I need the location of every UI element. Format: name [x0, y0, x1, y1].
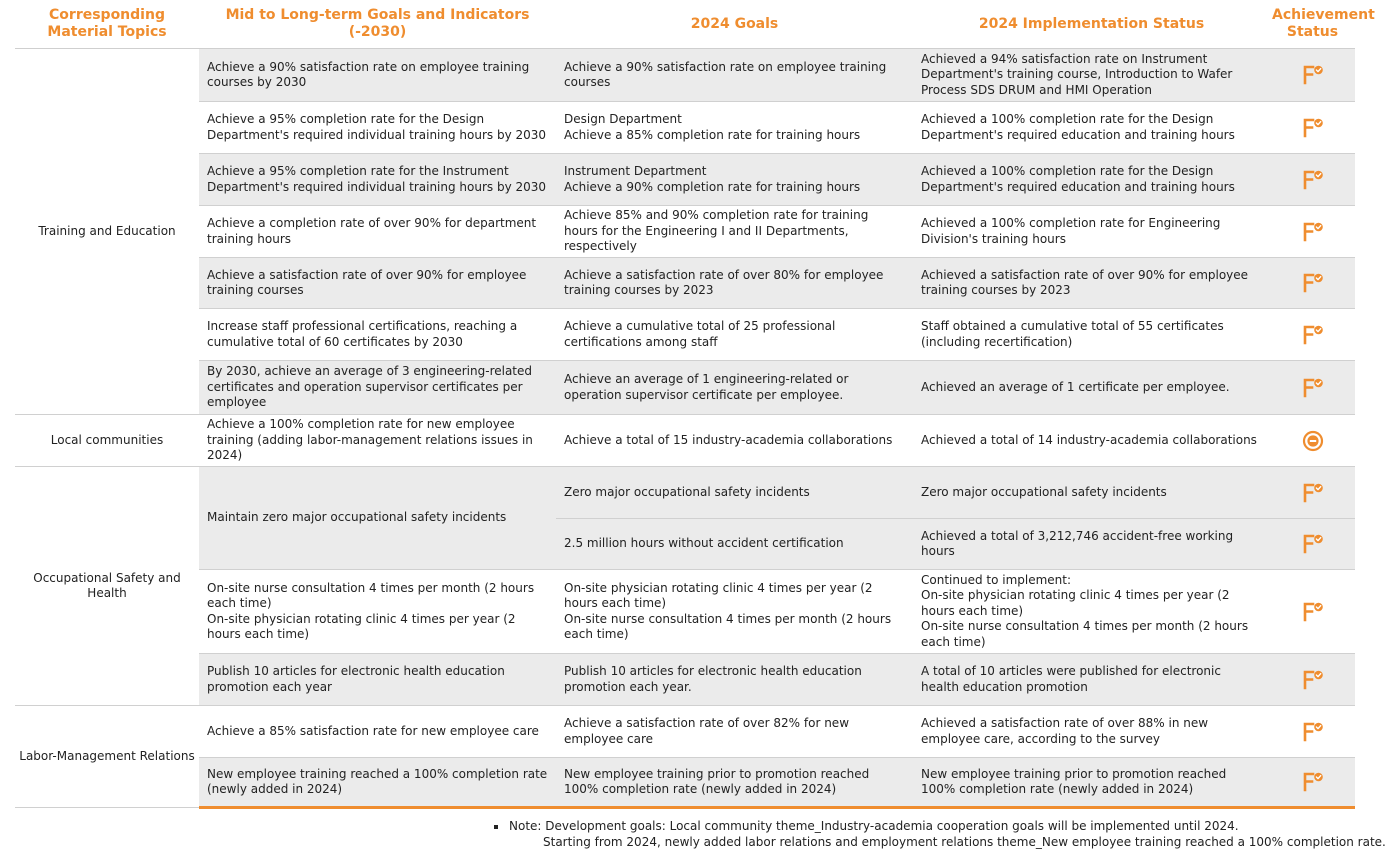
status-cell: Achieved a 94% satisfaction rate on Instrument Department's training course, Introduction to Wafer Process SDS DRUM and HMI Operation [913, 49, 1270, 102]
flag-check-icon [1302, 276, 1324, 290]
flag-check-icon [1302, 775, 1324, 789]
table-row [15, 206, 1355, 258]
topic-cell: Local communities [15, 415, 199, 467]
achievement-cell [1270, 361, 1355, 415]
status-cell: Achieved an average of 1 certificate per employee. [913, 361, 1270, 415]
table-row [15, 570, 1355, 654]
status-cell: Achieved a total of 3,212,746 accident-free working hours [913, 519, 1270, 570]
topic-cell: Labor-Management Relations [15, 706, 199, 808]
flag-check-icon [1302, 172, 1324, 186]
status-cell: Achieved a satisfaction rate of over 90% for employee training courses by 2023 [913, 258, 1270, 309]
status-cell: Achieved a satisfaction rate of over 88% in new employee care, according to the survey [913, 706, 1270, 758]
long-term-cell: Achieve a satisfaction rate of over 90% for employee training courses [199, 258, 556, 309]
topic-cell: Training and Education [15, 49, 199, 415]
table-row [15, 102, 1355, 154]
long-term-cell: Achieve a completion rate of over 90% for department training hours [199, 206, 556, 258]
status-cell: New employee training prior to promotion reached 100% completion rate (newly added in 2024) [913, 758, 1270, 808]
goal-cell: Achieve a total of 15 industry-academia collaborations [556, 415, 913, 467]
achievement-cell [1270, 102, 1355, 154]
goal-cell: Achieve a satisfaction rate of over 82% for new employee care [556, 706, 913, 758]
long-term-cell: Achieve a 95% completion rate for the Design Department's required individual training hours by 2030 [199, 102, 556, 154]
goal-cell: New employee training prior to promotion reached 100% completion rate (newly added in 2024) [556, 758, 913, 808]
long-term-cell: By 2030, achieve an average of 3 engineering-related certificates and operation supervisor certificates per employee [199, 361, 556, 415]
table-row [15, 758, 1355, 808]
goal-cell: Achieve a satisfaction rate of over 80% for employee training courses by 2023 [556, 258, 913, 309]
goal-cell: Achieve an average of 1 engineering-related or operation supervisor certificate per employee. [556, 361, 913, 415]
achievement-cell [1270, 49, 1355, 102]
achievement-cell [1270, 467, 1355, 519]
achievement-cell [1270, 758, 1355, 808]
achievement-cell [1270, 706, 1355, 758]
achievement-cell [1270, 415, 1355, 467]
achievement-cell [1270, 309, 1355, 361]
long-term-cell: Achieve a 85% satisfaction rate for new employee care [199, 706, 556, 758]
flag-check-icon [1302, 68, 1324, 82]
status-cell: Continued to implement: On-site physician rotating clinic 4 times per year (2 hours each time) On-site nurse consultation 4 times per month (2 hours each time) [913, 570, 1270, 654]
header-row [15, 0, 1355, 49]
long-term-cell: Achieve a 95% completion rate for the Instrument Department's required individual training hours by 2030 [199, 154, 556, 206]
goal-cell: Design Department Achieve a 85% completion rate for training hours [556, 102, 913, 154]
achievement-cell [1270, 154, 1355, 206]
table-row [15, 654, 1355, 706]
topic-cell: Occupational Safety and Health [15, 467, 199, 706]
achievement-cell [1270, 654, 1355, 706]
goal-cell: Zero major occupational safety incidents [556, 467, 913, 519]
long-term-cell: Publish 10 articles for electronic health education promotion each year [199, 654, 556, 706]
status-cell: Achieved a 100% completion rate for the Design Department's required education and training hours [913, 102, 1270, 154]
footnote-line-2: Starting from 2024, newly added labor relations and employment relations theme_New employee training reached a 100% completion rate. [543, 835, 1386, 849]
status-cell: Staff obtained a cumulative total of 55 certificates (including recertification) [913, 309, 1270, 361]
header-achievement: Achievement Status [1270, 0, 1355, 49]
long-term-cell: Increase staff professional certifications, reaching a cumulative total of 60 certificates by 2030 [199, 309, 556, 361]
table-row [15, 154, 1355, 206]
goal-cell: Achieve 85% and 90% completion rate for training hours for the Engineering I and II Departments, respectively [556, 206, 913, 258]
goal-cell: Publish 10 articles for electronic health education promotion each year. [556, 654, 913, 706]
flag-check-icon [1302, 327, 1324, 341]
circle-minus-icon [1302, 433, 1324, 447]
status-cell: Zero major occupational safety incidents [913, 467, 1270, 519]
footnote-line-1: Note: Development goals: Local community theme_Industry-academia cooperation goals will be implemented until 2024. [509, 819, 1239, 833]
table-row [15, 415, 1355, 467]
goal-cell: Achieve a 90% satisfaction rate on employee training courses [556, 49, 913, 102]
achievement-cell [1270, 206, 1355, 258]
header-long-term: Mid to Long-term Goals and Indicators (-2030) [199, 0, 556, 49]
flag-check-icon [1302, 724, 1324, 738]
table-row [15, 309, 1355, 361]
achievement-cell [1270, 258, 1355, 309]
achievement-cell [1270, 519, 1355, 570]
status-cell: Achieved a total of 14 industry-academia collaborations [913, 415, 1270, 467]
header-topics: Corresponding Material Topics [15, 0, 199, 49]
goals-table [15, 0, 1375, 809]
goal-cell: Achieve a cumulative total of 25 professional certifications among staff [556, 309, 913, 361]
flag-check-icon [1302, 224, 1324, 238]
long-term-cell: On-site nurse consultation 4 times per month (2 hours each time) On-site physician rotating clinic 4 times per year (2 hours each time) [199, 570, 556, 654]
goal-cell: Instrument Department Achieve a 90% completion rate for training hours [556, 154, 913, 206]
long-term-cell: Achieve a 100% completion rate for new employee training (adding labor-management relations issues in 2024) [199, 415, 556, 467]
flag-check-icon [1302, 380, 1324, 394]
status-cell: A total of 10 articles were published for electronic health education promotion [913, 654, 1270, 706]
long-term-cell: Maintain zero major occupational safety incidents [199, 467, 556, 570]
flag-check-icon [1302, 537, 1324, 551]
long-term-cell: Achieve a 90% satisfaction rate on employee training courses by 2030 [199, 49, 556, 102]
achievement-cell [1270, 570, 1355, 654]
header-status-2024: 2024 Implementation Status [913, 0, 1270, 49]
status-cell: Achieved a 100% completion rate for the Design Department's required education and training hours [913, 154, 1270, 206]
goal-cell: 2.5 million hours without accident certification [556, 519, 913, 570]
table-row [15, 467, 1355, 519]
flag-check-icon [1302, 604, 1324, 618]
status-cell: Achieved a 100% completion rate for Engineering Division's training hours [913, 206, 1270, 258]
goal-cell: On-site physician rotating clinic 4 times per year (2 hours each time) On-site nurse consultation 4 times per month (2 hours each time) [556, 570, 913, 654]
header-goals-2024: 2024 Goals [556, 0, 913, 49]
flag-check-icon [1302, 485, 1324, 499]
bullet-icon [494, 825, 498, 829]
table-row [15, 49, 1355, 102]
flag-check-icon [1302, 120, 1324, 134]
table-row [15, 258, 1355, 309]
table-row [15, 706, 1355, 758]
table-row [15, 361, 1355, 415]
long-term-cell: New employee training reached a 100% completion rate (newly added in 2024) [199, 758, 556, 808]
flag-check-icon [1302, 672, 1324, 686]
